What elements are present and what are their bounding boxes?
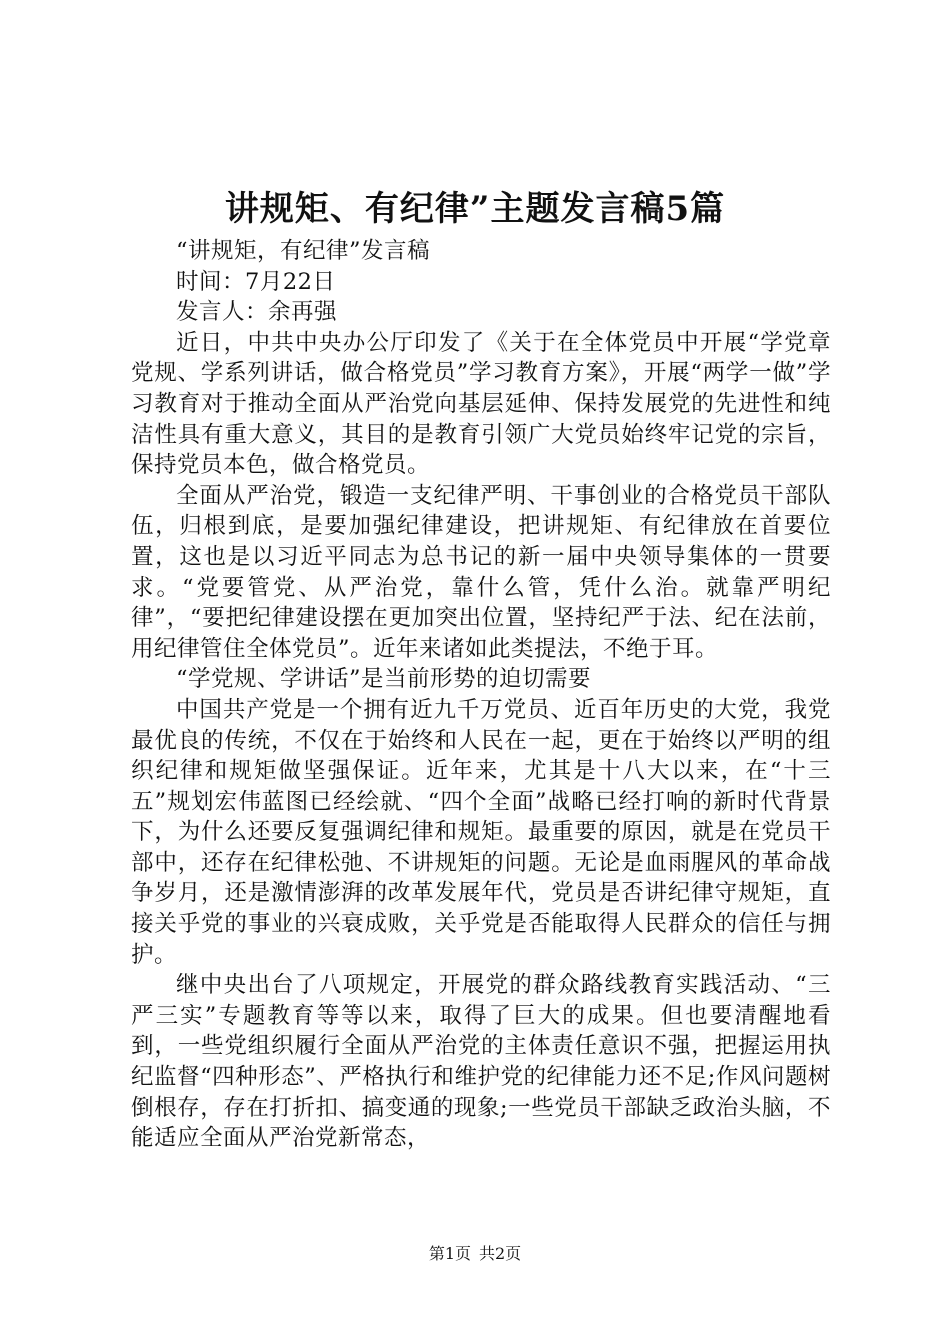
document-title: 讲规矩、有纪律”主题发言稿5篇: [224, 189, 726, 229]
speech-heading: “讲规矩，有纪律”发言稿: [176, 238, 431, 264]
page-number: 第1页: [428, 1244, 471, 1263]
body-paragraph: 全面从严治党，锻造一支纪律严明、干事创业的合格党员干部队伍，归根到底，是要加强纪律建设，把讲规矩、有纪律放在首要位置，这也是以习近平同志为总书记的新一届中央领导集体的一贯要求。“党要管党、从严治党，靠什么管，凭什么治。就靠严明纪律”，“要把纪律建设摆在更加突出位置，坚持纪严于法、纪在法前，用纪律管住全体党员”。近年来诸如此类提法，不绝于耳。: [131, 482, 831, 662]
page-total: 共2页: [479, 1244, 522, 1263]
body-paragraph: 近日，中共中央办公厅印发了《关于在全体党员中开展“学党章党规、学系列讲话，做合格党员”学习教育方案》，开展“两学一做”学习教育对于推动全面从严治党向基层延伸、保持发展党的先进性和纯洁性具有重大意义，其目的是教育引领广大党员始终牢记党的宗旨，保持党员本色，做合格党员。: [131, 329, 831, 479]
speech-speaker: 发言人：余再强: [176, 299, 338, 326]
speech-time: 时间：7月22日: [176, 268, 336, 295]
page-footer: [0, 1244, 950, 1264]
section-heading: “学党规、学讲话”是当前形势的迫切需要: [176, 666, 592, 693]
body-paragraph: 中国共产党是一个拥有近九千万党员、近百年历史的大党，我党最优良的传统，不仅在于始终和人民在一起，更在于始终以严明的组织纪律和规矩做坚强保证。近年来，尤其是十八大以来，在“十三五”规划宏伟蓝图已经绘就、“四个全面”战略已经打响的新时代背景下，为什么还要反复强调纪律和规矩。最重要的原因，就是在党员干部中，还存在纪律松弛、不讲规矩的问题。无论是血雨腥风的革命战争岁月，还是激情澎湃的改革发展年代，党员是否讲纪律守规矩，直接关乎党的事业的兴衰成败，关乎党是否能取得人民群众的信任与拥护。: [131, 696, 831, 968]
body-paragraph: 继中央出台了八项规定，开展党的群众路线教育实践活动、“三严三实”专题教育等等以来，取得了巨大的成果。但也要清醒地看到，一些党组织履行全面从严治党的主体责任意识不强，把握运用执纪监督“四种形态”、严格执行和维护党的纪律能力还不足;作风问题树倒根存，存在打折扣、搞变通的现象;一些党员干部缺乏政治头脑，不能适应全面从严治党新常态，: [131, 972, 831, 1152]
document-body: [131, 236, 831, 1154]
